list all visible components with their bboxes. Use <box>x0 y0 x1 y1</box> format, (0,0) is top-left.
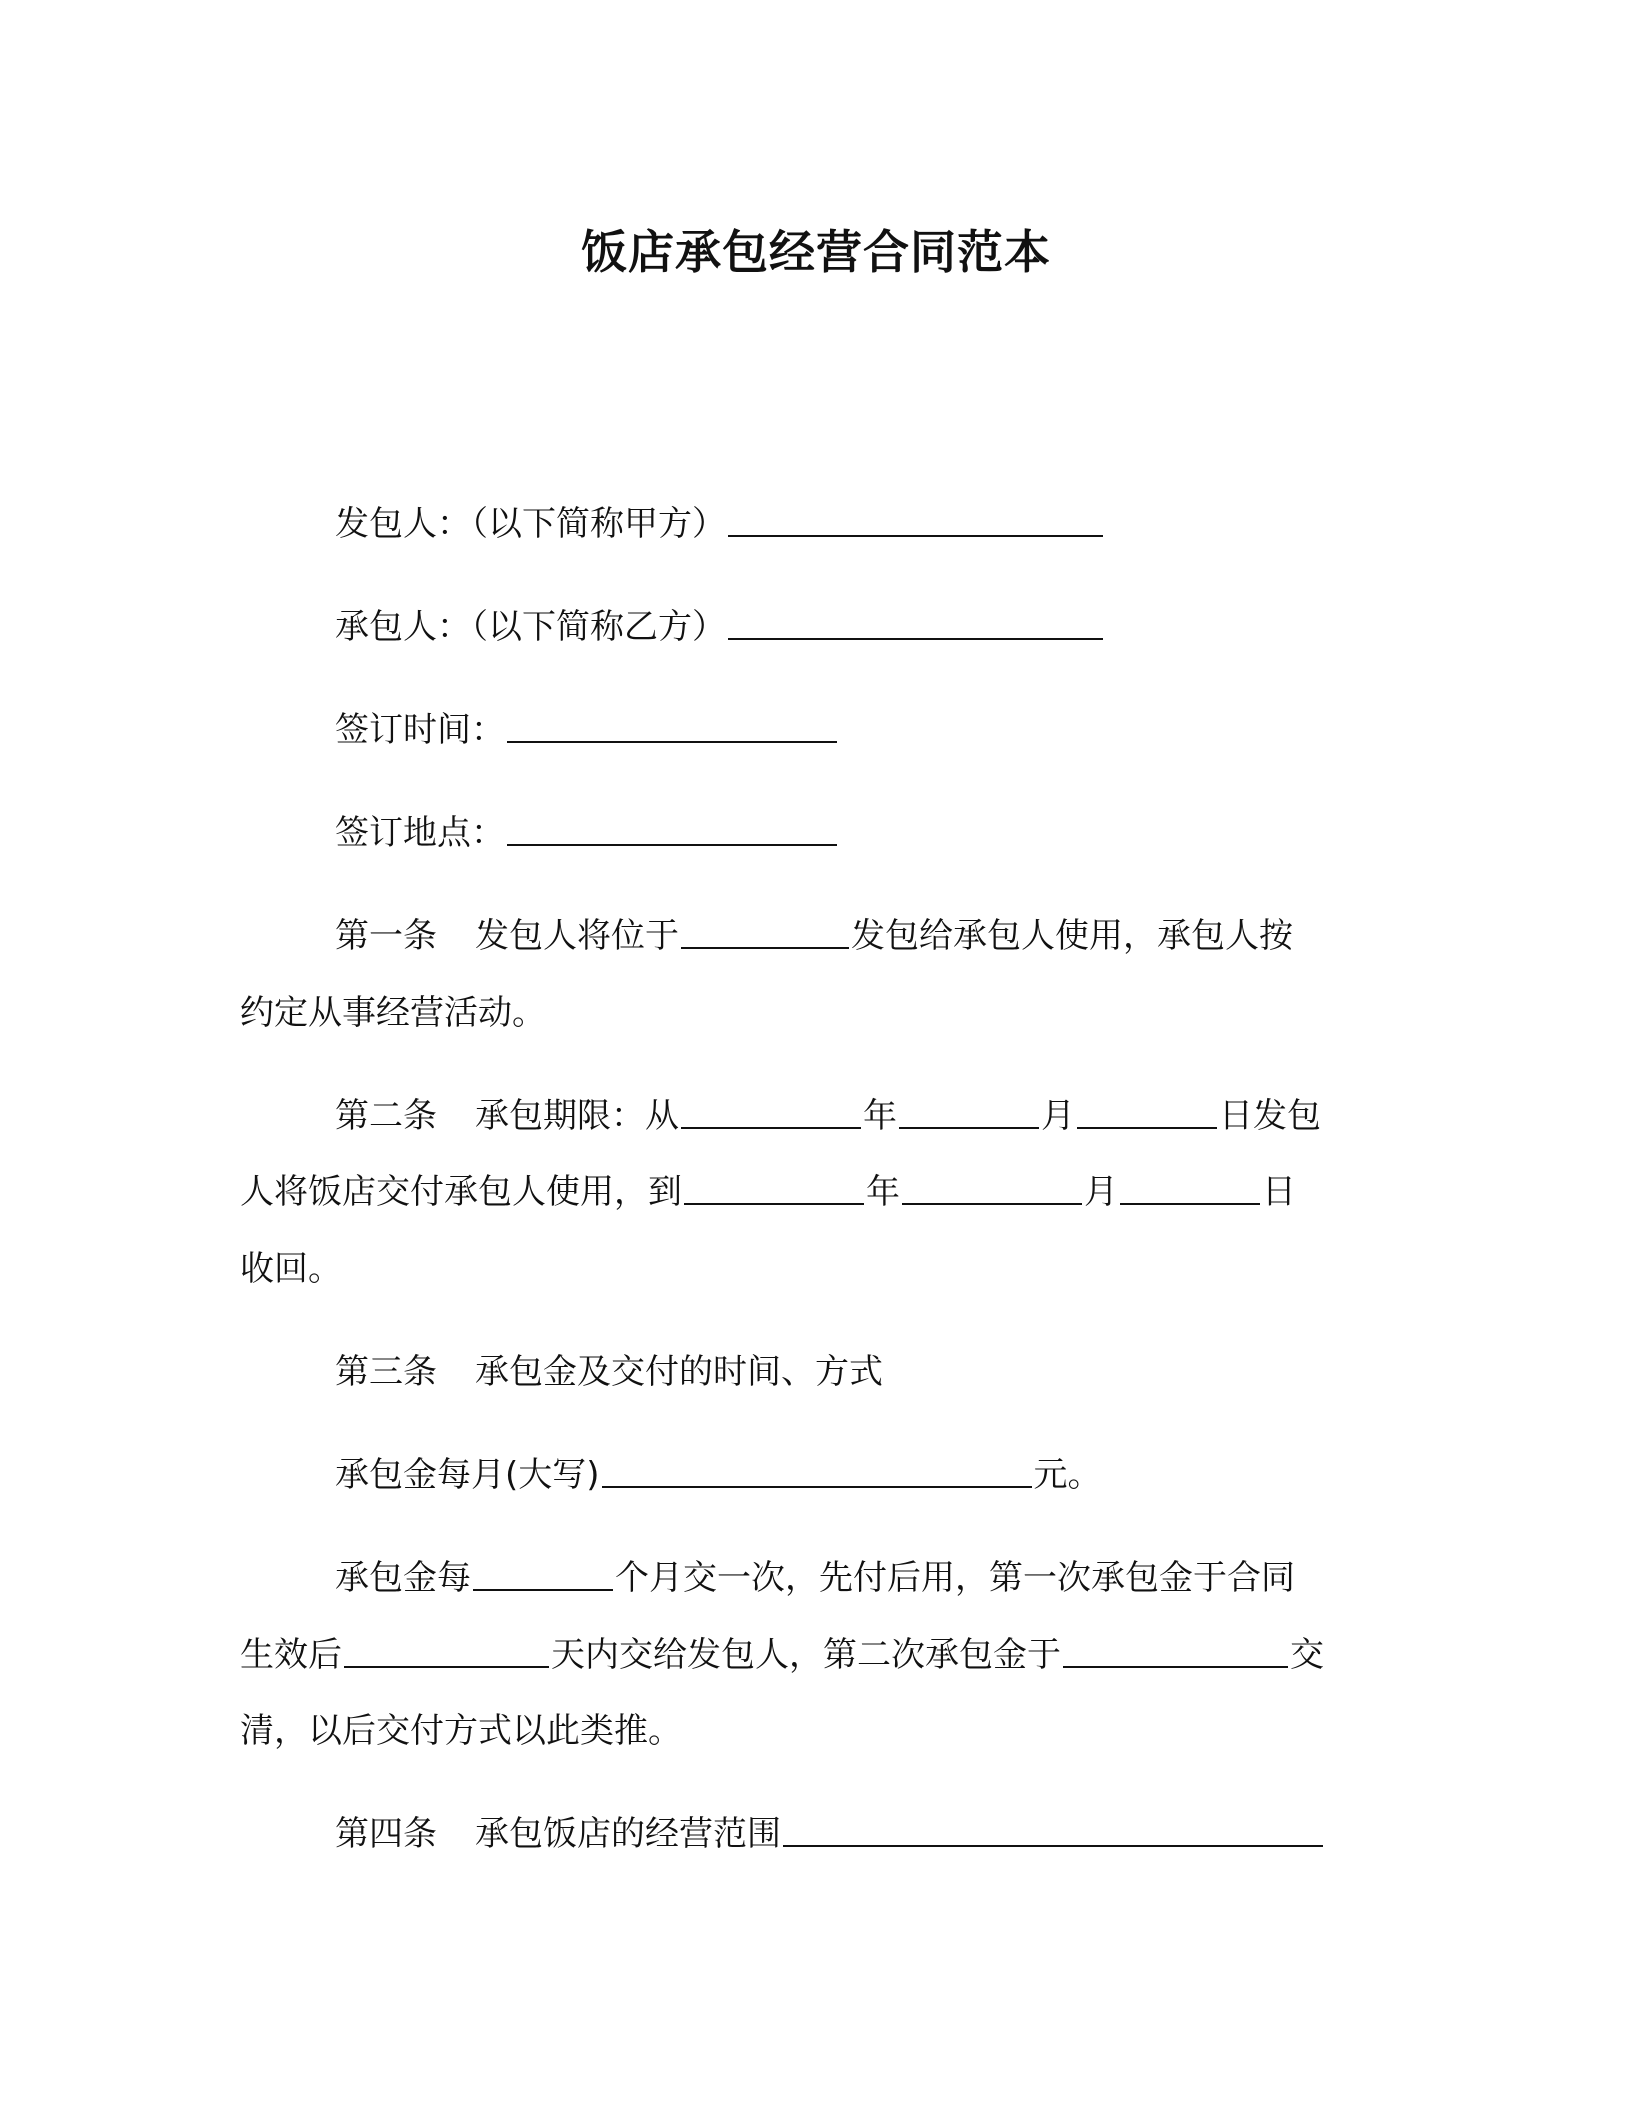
article-1-line-1: 第一条 发包人将位于 发包给承包人使用，承包人按 <box>335 916 1293 956</box>
signing-time-label: 签订时间： <box>335 710 505 750</box>
payment-line-3: 清，以后交付方式以此类推。 <box>240 1711 682 1751</box>
contractor-label: 承包人：（以下简称乙方） <box>335 607 726 647</box>
article-3-label: 第三条 <box>335 1352 437 1392</box>
end-month-blank[interactable] <box>902 1173 1082 1205</box>
issuer-label: 发包人：（以下简称甲方） <box>335 504 726 544</box>
article-4-label: 第四条 <box>335 1814 437 1854</box>
signing-place-line <box>335 809 1395 857</box>
start-year-blank[interactable] <box>681 1097 861 1129</box>
article-3-line: 第三条 承包金及交付的时间、方式 <box>335 1352 883 1392</box>
article-2-line-1: 第二条 承包期限：从 年 月 日发包 <box>335 1096 1321 1136</box>
start-day-blank[interactable] <box>1077 1097 1217 1129</box>
contractor-line <box>335 603 1395 651</box>
payment-line-2: 生效后 天内交给发包人，第二次承包金于 交 <box>240 1635 1324 1675</box>
second-payment-date-blank[interactable] <box>1063 1636 1288 1668</box>
monthly-fee-line: 承包金每月(大写) 元。 <box>335 1455 1102 1495</box>
signing-place-blank[interactable] <box>507 814 837 846</box>
monthly-fee-blank[interactable] <box>602 1456 1032 1488</box>
article-4-line: 第四条 承包饭店的经营范围 <box>335 1810 1395 1858</box>
article-2-line-2: 人将饭店交付承包人使用，到 年 月 日 <box>240 1172 1296 1212</box>
payment-line-1: 承包金每 个月交一次，先付后用，第一次承包金于合同 <box>335 1558 1295 1598</box>
contractor-blank[interactable] <box>728 608 1103 640</box>
article-2-line-3: 收回。 <box>240 1249 342 1289</box>
contractor-issuer-line <box>335 500 1395 548</box>
issuer-blank[interactable] <box>728 505 1103 537</box>
article-2-label: 第二条 <box>335 1096 437 1136</box>
business-scope-blank[interactable] <box>783 1815 1323 1847</box>
article-1-label: 第一条 <box>335 916 437 956</box>
end-year-blank[interactable] <box>684 1173 864 1205</box>
end-day-blank[interactable] <box>1120 1173 1260 1205</box>
first-payment-days-blank[interactable] <box>344 1636 549 1668</box>
payment-interval-blank[interactable] <box>473 1559 613 1591</box>
article-1-location-blank[interactable] <box>681 917 849 949</box>
start-month-blank[interactable] <box>899 1097 1039 1129</box>
article-1-line-2: 约定从事经营活动。 <box>240 993 546 1033</box>
document-title: 饭店承包经营合同范本 <box>581 225 1051 279</box>
signing-time-blank[interactable] <box>507 711 837 743</box>
signing-time-line <box>335 706 1395 754</box>
signing-place-label: 签订地点： <box>335 813 505 853</box>
